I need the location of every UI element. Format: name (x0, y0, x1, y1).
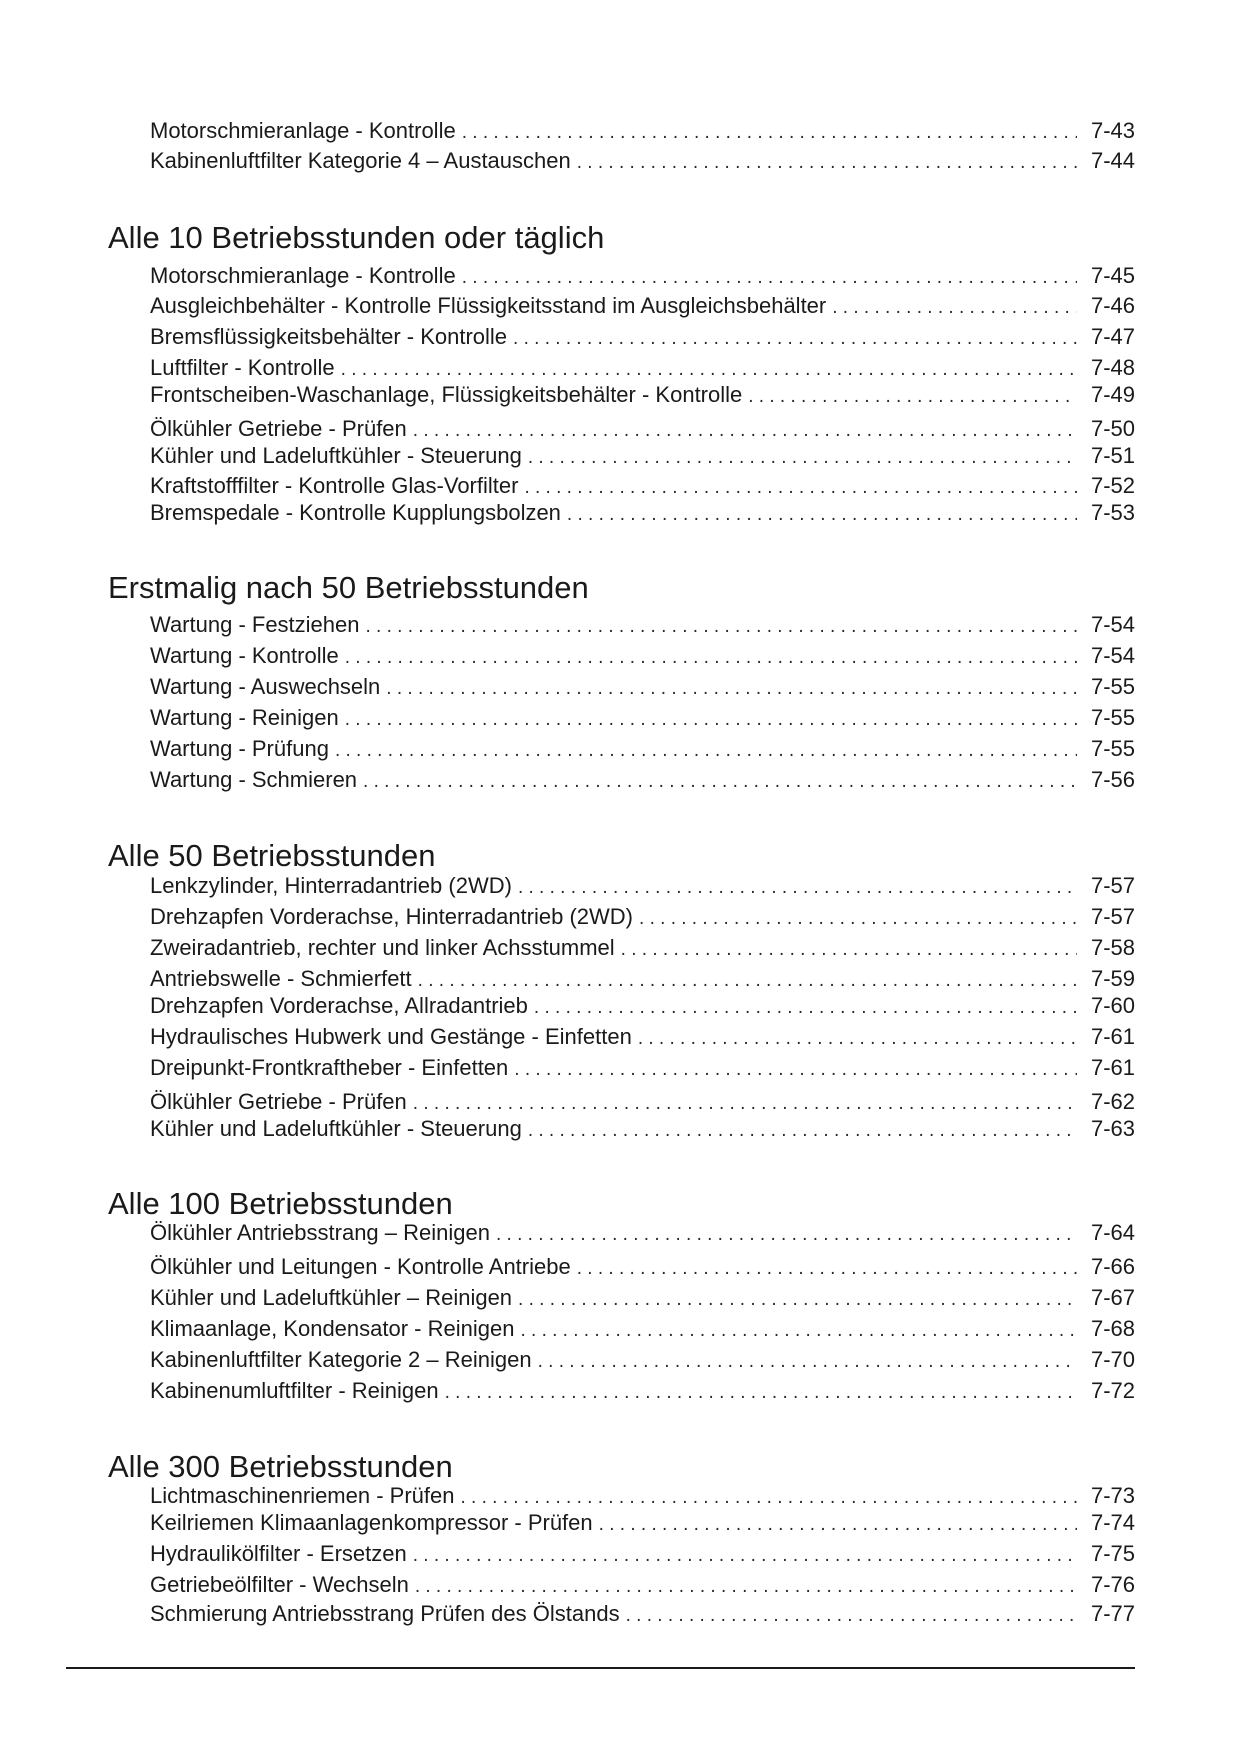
toc-entry-title: Frontscheiben-Waschanlage, Flüssigkeitsbehälter - Kontrolle (150, 382, 743, 407)
dot-leader (528, 1118, 1077, 1144)
toc-entry[interactable] (150, 1024, 1135, 1052)
toc-entry-page: 7-63 (1090, 1116, 1135, 1141)
toc-entry[interactable] (150, 993, 1135, 1021)
dot-leader (832, 295, 1077, 321)
dot-leader (567, 502, 1077, 528)
toc-entry-title: Bremspedale - Kontrolle Kupplungsbolzen (150, 500, 561, 525)
dot-leader (621, 937, 1077, 963)
toc-entry-page: 7-62 (1090, 1089, 1135, 1114)
toc-entry-page: 7-57 (1090, 904, 1135, 929)
toc-entry-title: Wartung - Kontrolle (150, 643, 339, 668)
toc-entry[interactable] (150, 416, 1135, 444)
toc-entry-title: Motorschmieranlage - Kontrolle (150, 118, 456, 143)
dot-leader (639, 906, 1077, 932)
toc-entry-title: Hydraulikölfilter - Ersetzen (150, 1541, 407, 1566)
toc-entry[interactable] (150, 966, 1135, 994)
toc-entry-title: Drehzapfen Vorderachse, Hinterradantrieb (2WD) (150, 904, 634, 929)
toc-entry-page: 7-75 (1090, 1541, 1135, 1566)
toc-entry-page: 7-46 (1090, 293, 1135, 318)
toc-entry[interactable] (150, 674, 1135, 702)
toc-entry[interactable] (150, 1254, 1135, 1282)
toc-entry-page: 7-49 (1090, 382, 1135, 407)
dot-leader (415, 1574, 1077, 1600)
toc-entry-page: 7-61 (1090, 1055, 1135, 1080)
toc-entry-page: 7-50 (1090, 416, 1135, 441)
toc-entry-page: 7-54 (1090, 612, 1135, 637)
dot-leader (345, 707, 1077, 733)
toc-entry-title: Kühler und Ladeluftkühler - Steuerung (150, 1116, 522, 1141)
toc-entry[interactable] (150, 612, 1135, 640)
dot-leader (363, 769, 1077, 795)
toc-entry-page: 7-47 (1090, 324, 1135, 349)
toc-entry-title: Bremsflüssigkeitsbehälter - Kontrolle (150, 324, 508, 349)
toc-entry[interactable] (150, 643, 1135, 671)
section-heading: Alle 300 Betriebsstunden (108, 1449, 453, 1484)
dot-leader (462, 265, 1077, 291)
toc-entry-page: 7-59 (1090, 966, 1135, 991)
dot-leader (413, 418, 1077, 444)
toc-entry-page: 7-45 (1090, 263, 1135, 288)
toc-entry-title: Wartung - Prüfung (150, 736, 329, 761)
toc-entry-title: Wartung - Festziehen (150, 612, 360, 637)
toc-entry[interactable] (150, 355, 1135, 383)
toc-entry-title: Getriebeölfilter - Wechseln (150, 1572, 409, 1597)
toc-entry-page: 7-55 (1090, 736, 1135, 761)
toc-entry[interactable] (150, 1089, 1135, 1117)
toc-entry-title: Kühler und Ladeluftkühler - Steuerung (150, 443, 522, 468)
toc-entry-title: Zweiradantrieb, rechter und linker Achsstummel (150, 935, 615, 960)
toc-entry-page: 7-77 (1090, 1601, 1135, 1626)
toc-entry[interactable] (150, 148, 1135, 176)
dot-leader (514, 1057, 1077, 1083)
toc-entry[interactable] (150, 904, 1135, 932)
toc-entry-title: Ölkühler Getriebe - Prüfen (150, 416, 407, 441)
toc-entry-title: Ausgleichbehälter - Kontrolle Flüssigkeitsstand im Ausgleichsbehälter (150, 293, 827, 318)
footer-rule (66, 1667, 1135, 1669)
dot-leader (534, 995, 1077, 1021)
dot-leader (418, 968, 1077, 994)
toc-entry-page: 7-76 (1090, 1572, 1135, 1597)
toc-entry-page: 7-72 (1090, 1378, 1135, 1403)
toc-entry-page: 7-54 (1090, 643, 1135, 668)
toc-entry-page: 7-74 (1090, 1510, 1135, 1535)
dot-leader (386, 676, 1077, 702)
toc-entry-page: 7-55 (1090, 674, 1135, 699)
toc-entry-page: 7-48 (1090, 355, 1135, 380)
toc-entry-page: 7-55 (1090, 705, 1135, 730)
dot-leader (460, 1485, 1077, 1511)
toc-entry-page: 7-67 (1090, 1285, 1135, 1310)
toc-entry-page: 7-56 (1090, 767, 1135, 792)
toc-entry[interactable] (150, 935, 1135, 963)
toc-entry-title: Ölkühler Getriebe - Prüfen (150, 1089, 407, 1114)
dot-leader (445, 1380, 1077, 1406)
dot-leader (599, 1512, 1077, 1538)
section-heading: Alle 50 Betriebsstunden (108, 838, 436, 873)
toc-entry[interactable] (150, 1541, 1135, 1569)
toc-entry-title: Ölkühler Antriebsstrang – Reinigen (150, 1220, 490, 1245)
section-heading: Alle 10 Betriebsstunden oder täglich (108, 220, 605, 255)
toc-entry[interactable] (150, 1572, 1135, 1600)
toc-entry[interactable] (150, 1378, 1135, 1406)
toc-entry-page: 7-58 (1090, 935, 1135, 960)
dot-leader (366, 614, 1078, 640)
toc-entry-page: 7-60 (1090, 993, 1135, 1018)
toc-entry[interactable] (150, 1316, 1135, 1344)
dot-leader (462, 120, 1077, 146)
toc-entry-title: Luftfilter - Kontrolle (150, 355, 335, 380)
dot-leader (520, 1318, 1077, 1344)
toc-entry-title: Hydraulisches Hubwerk und Gestänge - Einfetten (150, 1024, 632, 1049)
toc-entry-page: 7-53 (1090, 500, 1135, 525)
toc-entry-title: Kühler und Ladeluftkühler – Reinigen (150, 1285, 513, 1310)
toc-entry-title: Schmierung Antriebsstrang Prüfen des Ölstands (150, 1601, 620, 1626)
section-heading: Alle 100 Betriebsstunden (108, 1186, 453, 1221)
toc-entry-page: 7-44 (1090, 148, 1135, 173)
toc-entry-title: Antriebswelle - Schmierfett (150, 966, 412, 991)
dot-leader (496, 1222, 1077, 1248)
dot-leader (513, 326, 1077, 352)
toc-entry-title: Keilriemen Klimaanlagenkompressor - Prüfen (150, 1510, 593, 1535)
toc-entry-title: Wartung - Reinigen (150, 705, 339, 730)
toc-entry-title: Lenkzylinder, Hinterradantrieb (2WD) (150, 873, 512, 898)
dot-leader (748, 384, 1077, 410)
toc-entry-page: 7-51 (1090, 443, 1135, 468)
dot-leader (577, 150, 1077, 176)
dot-leader (638, 1026, 1077, 1052)
dot-leader (413, 1091, 1077, 1117)
toc-entry[interactable] (150, 118, 1135, 146)
toc-entry-title: Kabinenluftfilter Kategorie 2 – Reinigen (150, 1347, 532, 1372)
toc-entry-title: Klimaanlage, Kondensator - Reinigen (150, 1316, 515, 1341)
toc-entry[interactable] (150, 324, 1135, 352)
toc-entry[interactable] (150, 500, 1135, 528)
toc-entry[interactable] (150, 705, 1135, 733)
toc-entry-page: 7-68 (1090, 1316, 1135, 1341)
dot-leader (341, 357, 1077, 383)
toc-entry-title: Motorschmieranlage - Kontrolle (150, 263, 456, 288)
toc-entry[interactable] (150, 1347, 1135, 1375)
toc-entry[interactable] (150, 1483, 1135, 1511)
toc-entry[interactable] (150, 1285, 1135, 1313)
dot-leader (524, 475, 1077, 501)
toc-entry[interactable] (150, 767, 1135, 795)
toc-entry[interactable] (150, 736, 1135, 764)
toc-entry-title: Kabinenumluftfilter - Reinigen (150, 1378, 439, 1403)
toc-entry[interactable] (150, 1601, 1135, 1629)
toc-entry-title: Wartung - Schmieren (150, 767, 358, 792)
dot-leader (626, 1603, 1077, 1629)
dot-leader (518, 1287, 1077, 1313)
toc-entry-page: 7-70 (1090, 1347, 1135, 1372)
toc-entry-title: Ölkühler und Leitungen - Kontrolle Antriebe (150, 1254, 571, 1279)
toc-entry[interactable] (150, 1220, 1135, 1248)
toc-entry-title: Drehzapfen Vorderachse, Allradantrieb (150, 993, 528, 1018)
toc-entry-title: Kabinenluftfilter Kategorie 4 – Austauschen (150, 148, 571, 173)
toc-entry[interactable] (150, 293, 1135, 321)
toc-entry-page: 7-52 (1090, 473, 1135, 498)
toc-entry[interactable] (150, 443, 1135, 471)
toc-entry-page: 7-57 (1090, 873, 1135, 898)
toc-entry[interactable] (150, 1116, 1135, 1144)
toc-entry[interactable] (150, 382, 1135, 410)
dot-leader (518, 875, 1077, 901)
toc-entry-page: 7-43 (1090, 118, 1135, 143)
dot-leader (528, 445, 1077, 471)
toc-entry[interactable] (150, 873, 1135, 901)
toc-entry-title: Lichtmaschinenriemen - Prüfen (150, 1483, 455, 1508)
toc-entry-page: 7-73 (1090, 1483, 1135, 1508)
toc-entry[interactable] (150, 473, 1135, 501)
toc-entry-page: 7-64 (1090, 1220, 1135, 1245)
toc-entry[interactable] (150, 1510, 1135, 1538)
toc-entry[interactable] (150, 263, 1135, 291)
section-heading: Erstmalig nach 50 Betriebsstunden (108, 570, 589, 605)
dot-leader (335, 738, 1077, 764)
toc-entry-title: Wartung - Auswechseln (150, 674, 381, 699)
toc-entry-page: 7-61 (1090, 1024, 1135, 1049)
dot-leader (577, 1256, 1077, 1282)
dot-leader (413, 1543, 1077, 1569)
toc-entry[interactable] (150, 1055, 1135, 1083)
toc-entry-title: Dreipunkt-Frontkraftheber - Einfetten (150, 1055, 509, 1080)
dot-leader (538, 1349, 1077, 1375)
dot-leader (345, 645, 1077, 671)
toc-entry-page: 7-66 (1090, 1254, 1135, 1279)
toc-entry-title: Kraftstofffilter - Kontrolle Glas-Vorfilter (150, 473, 519, 498)
